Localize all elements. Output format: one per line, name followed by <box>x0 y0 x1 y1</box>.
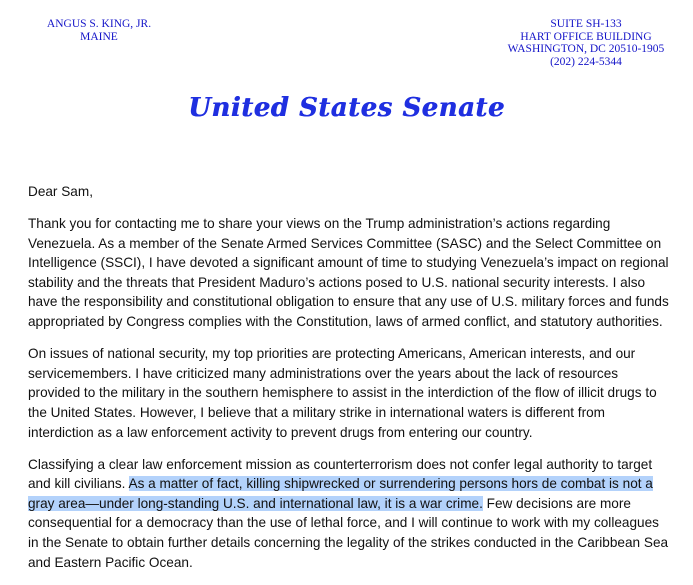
senator-state: MAINE <box>80 30 118 43</box>
paragraph-3-conclusion: Few decisions are more consequential for a democracy than the use of lethal force, and I will continue to work with my colleagues in the Senate to obtain further details concerning the legality of the strikes conducted in the Caribbean Sea and Eastern Pacific Ocean. <box>28 495 669 570</box>
office-phone: (202) 224-5344 <box>550 55 622 68</box>
paragraph-3-intro: Classifying a clear law enforcement mission as counterterrorism does not confer legal authority to target and kill civilians. <box>28 456 653 492</box>
letterhead-address-block <box>498 18 674 68</box>
paragraph-2: On issues of national security, my top priorities are protecting Americans, American interests, and our servicemembers. I have criticized many administrations over the years about the lack of resources provided to the military in the southern hemisphere to assist in the interdiction of the flow of illicit drugs to the United States. However, I believe that a military strike in international waters is different from interdiction as a law enforcement activity to prevent drugs from entering our country. <box>28 346 657 440</box>
paragraph-1: Thank you for contacting me to share your views on the Trump administration’s actions regarding Venezuela. As a member of the Senate Armed Services Committee (SASC) and the Select Committee on Intelligence (SSCI), I have devoted a significant amount of time to studying Venezuela’s impact on regional stability and the threats that President Maduro’s actions posed to U.S. national security interests. I also have the responsibility and constitutional obligation to ensure that any use of U.S. military forces and funds appropriated by Congress complies with the Constitution, laws of armed conflict, and statutory authorities. <box>28 216 669 330</box>
office-building: HART OFFICE BUILDING <box>520 30 652 43</box>
letterhead-senator-block <box>40 18 158 43</box>
salutation: Dear Sam, <box>28 184 93 199</box>
letter-body[interactable] <box>28 182 673 585</box>
office-city: WASHINGTON, DC 20510-1905 <box>507 43 665 55</box>
office-suite: SUITE SH-133 <box>550 18 622 30</box>
senate-letterhead-title: United States Senate <box>188 93 505 123</box>
senator-name: ANGUS S. KING, JR. <box>46 18 152 30</box>
paragraph-3 <box>28 455 673 573</box>
highlighted-text-selection[interactable]: As a matter of fact, killing shipwrecked or surrendering persons hors de combat is not a gray area—under long-standing U.S. and international law, it is a war crime. <box>28 476 653 511</box>
